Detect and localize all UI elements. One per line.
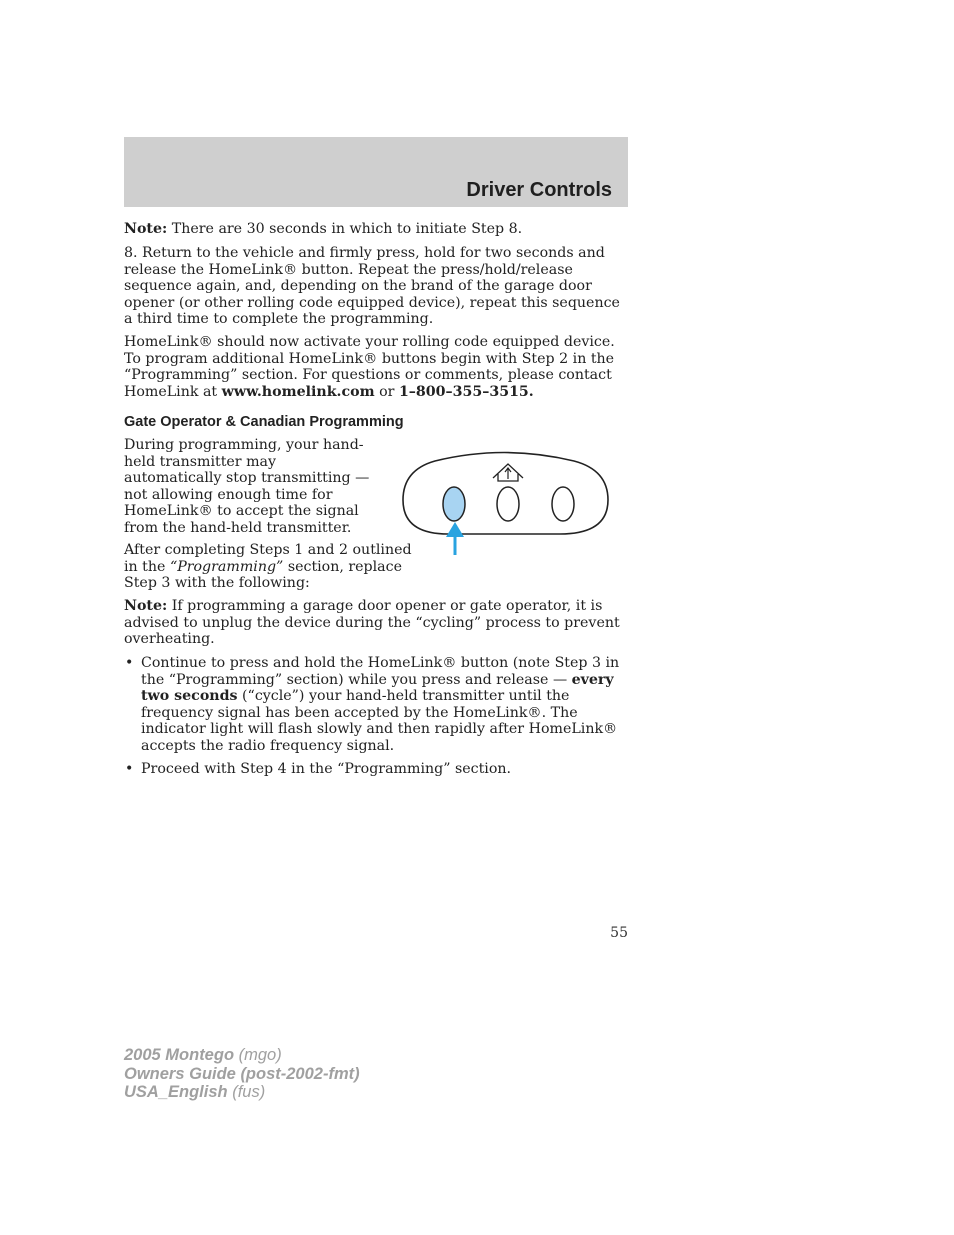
homelink-button-3[interactable]	[552, 487, 574, 521]
activate-paragraph	[124, 334, 628, 400]
bullet-dot: •	[125, 655, 134, 671]
gate-operator-paragraph: During programming, your hand-held transmitter may automatically stop transmitting — not allowing enough time for HomeLink® to accept the signal from the hand-held transmitter.	[124, 437, 370, 536]
page-title: Driver Controls	[466, 179, 612, 201]
footer-line-3	[124, 1083, 360, 1102]
note-text: There are 30 seconds in which to initiate Step 8.	[167, 221, 523, 237]
bullet-text-b: (“cycle”) your hand-held transmitter until the frequency signal has been accepted by the HomeLink®. The indicator light will flash slowly and then rapidly after HomeLink® accepts the radio frequency signal.	[141, 688, 618, 754]
footer-metadata	[124, 1046, 360, 1102]
bullet-dot: •	[125, 761, 134, 777]
footer-line-1	[124, 1046, 360, 1065]
header-band	[124, 137, 628, 207]
footer-guide: Owners Guide (post-2002-fmt)	[124, 1064, 360, 1083]
note-label: Note:	[124, 598, 168, 614]
replace-step-paragraph	[124, 542, 424, 592]
note-label: Note:	[124, 221, 168, 237]
footer-line-2	[124, 1065, 360, 1084]
homelink-phone: 1–800–355–3515.	[398, 383, 534, 400]
section-heading: Gate Operator & Canadian Programming	[124, 414, 404, 430]
footer-language-code: (fus)	[227, 1083, 266, 1101]
note-unplug	[124, 598, 628, 648]
activate-text: HomeLink® should now activate your rolling code equipped device. To program additional HomeLink® buttons begin with Step 2 in the “Programming” section. For questions or comments, please contact HomeLink at	[124, 334, 615, 400]
step-8-paragraph: 8. Return to the vehicle and firmly press, hold for two seconds and release the HomeLink® button. Repeat the press/hold/release sequence again, and, depending on the brand of the garage door opener (or other rolling code equipped device), repeat this sequence a third time to complete the programming.	[124, 245, 620, 327]
page-number: 55	[610, 925, 628, 941]
footer-language: USA_English	[124, 1083, 228, 1101]
bullet-list	[124, 655, 628, 778]
bullet-text: Proceed with Step 4 in the “Programming” section.	[141, 761, 512, 777]
footer-model: 2005 Montego	[124, 1046, 235, 1064]
bullet-text-a: Continue to press and hold the HomeLink® button (note Step 3 in the “Programming” section) while you press and release —	[141, 655, 620, 688]
homelink-buttons-diagram	[400, 448, 612, 560]
list-item	[124, 761, 628, 778]
bullet-emphasis: every two seconds	[141, 671, 614, 704]
replace-step-text-a: After completing Steps 1 and 2 outlined in the	[124, 542, 412, 575]
replace-step-text-b: section, replace Step 3 with the following:	[124, 558, 402, 591]
footer-model-code: (mgo)	[234, 1046, 282, 1064]
note-initiate-step	[124, 221, 628, 238]
note-text: If programming a garage door opener or gate operator, it is advised to unplug the device during the “cycling” process to prevent overheating.	[124, 598, 620, 647]
homelink-button-1[interactable]	[443, 487, 465, 521]
homelink-buttons-figure	[400, 448, 612, 560]
list-item	[124, 655, 628, 754]
homelink-button-2[interactable]	[497, 487, 519, 521]
homelink-website: www.homelink.com	[221, 383, 375, 400]
programming-reference: “Programming”	[169, 558, 284, 575]
activate-or: or	[374, 383, 399, 400]
